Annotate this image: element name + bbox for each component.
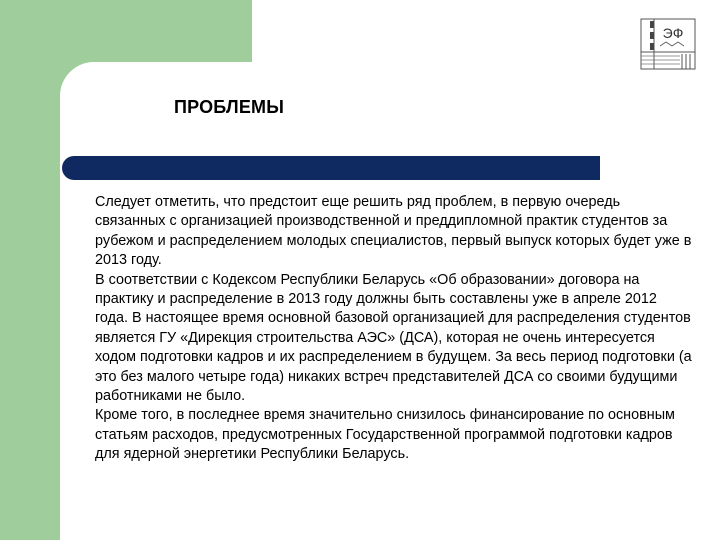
logo-text: ЭФ [662,25,684,41]
paragraph-1: Следует отметить, что предстоит еще решить ряд проблем, в первую очередь связанных с организацией производственной и преддипломной практик студентов за рубежом и распределением молодых специалистов, первый выпуск которых будет уже в 2013 году. [95,194,692,269]
slide-body [95,193,693,465]
slide-title: ПРОБЛЕМЫ [174,97,285,117]
title-underline-bar [62,156,600,180]
paragraph-3: Кроме того, в последнее время значительно снизилось финансирование по основным статьям расходов, предусмотренных Государственной программой подготовки кадров для ядерной энергетики Республики Беларусь. [95,407,675,463]
faculty-logo-icon [640,18,696,70]
paragraph-2: В соответствии с Кодексом Республики Беларусь «Об образовании» договора на практику и распределение в 2013 году должны быть составлены уже в апреле 2012 года. В настоящее время основной базовой организацией для распределения студентов является ГУ «Дирекция строительства АЭС» (ДСА), которая не очень интересуется ходом подготовки кадров и их распределением в будущем. За весь период подготовки (а это без малого четыре года) никаких встреч представителей ДСА со своими будущими работниками не было. [95,271,692,405]
